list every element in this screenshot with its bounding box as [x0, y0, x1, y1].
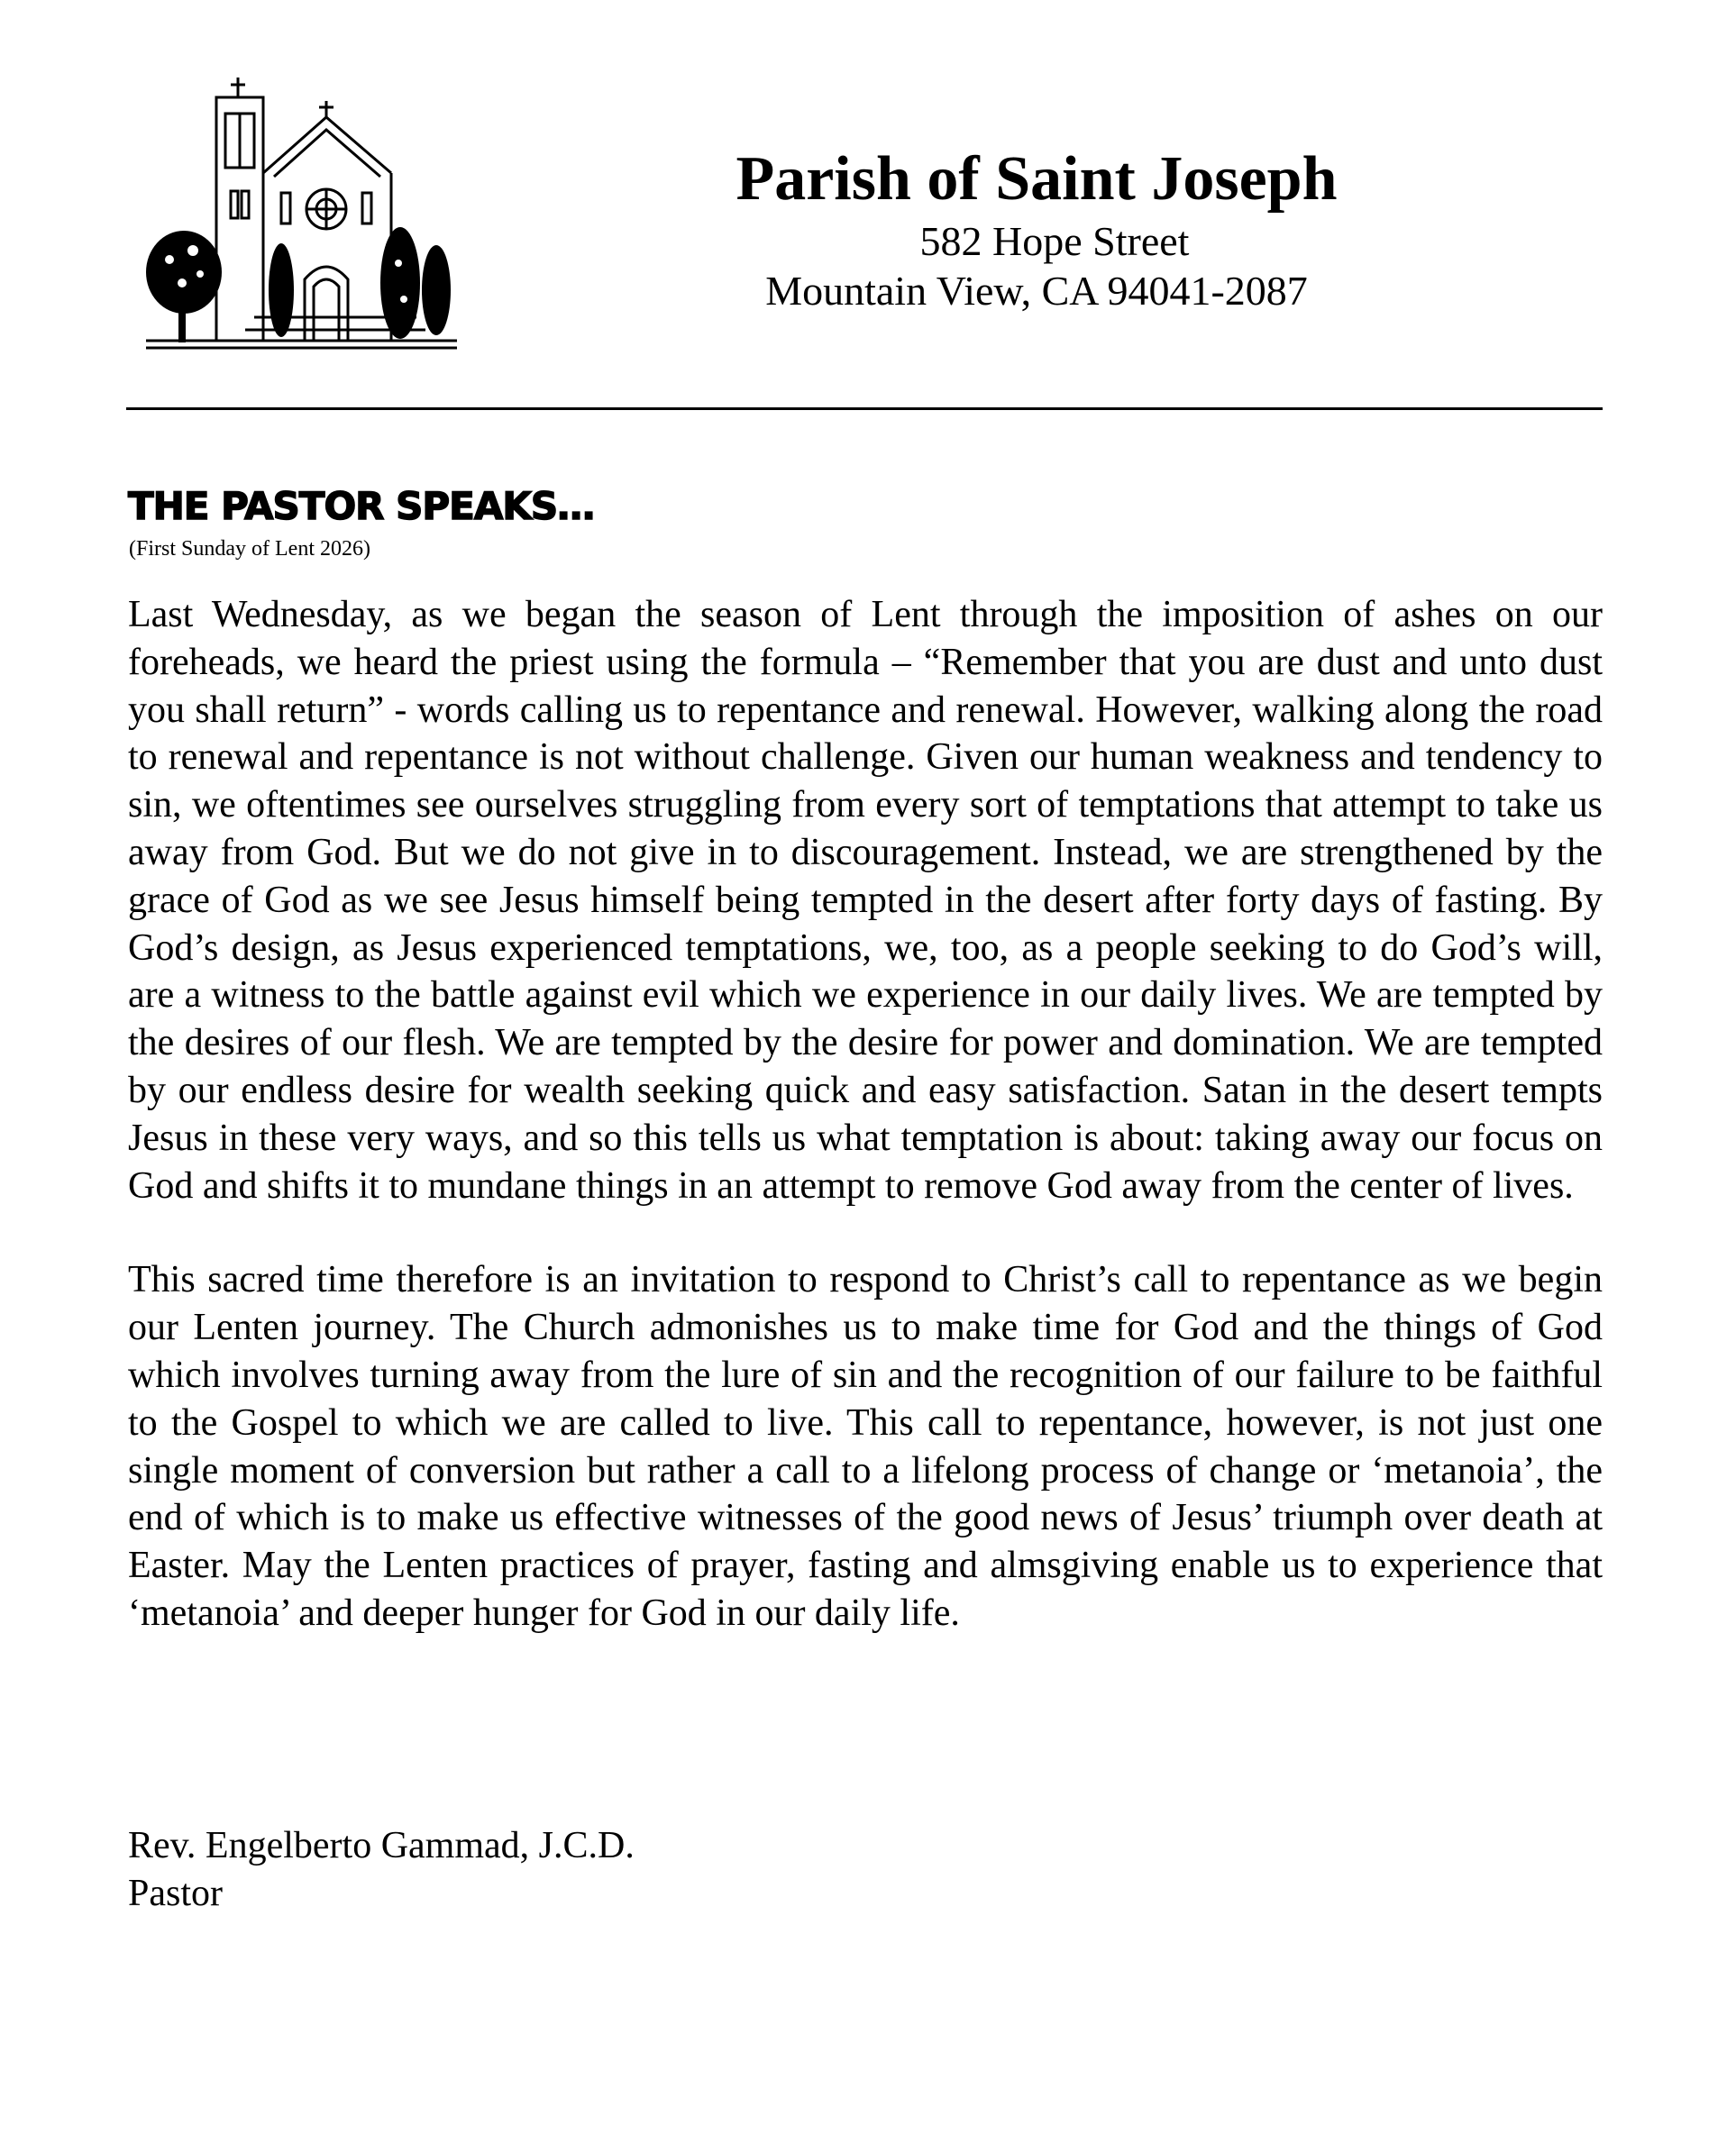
- city-line: Mountain View, CA 94041-2087: [765, 268, 1308, 314]
- parish-header: [631, 142, 1442, 315]
- header-divider: [126, 407, 1603, 410]
- parish-name: Parish of Saint Joseph: [736, 144, 1338, 214]
- section-heading: THE PASTOR SPEAKS…: [128, 484, 595, 528]
- signature-title: Pastor: [128, 1872, 223, 1914]
- church-illustration-icon: [146, 74, 457, 360]
- section-subheading: (First Sunday of Lent 2026): [129, 537, 370, 561]
- church-logo: [146, 74, 457, 360]
- signature-block: [128, 1822, 635, 1918]
- signature-name: Rev. Engelberto Gammad, J.C.D.: [128, 1825, 635, 1866]
- article-body: [128, 591, 1603, 1638]
- street-address: 582 Hope Street: [919, 218, 1190, 264]
- paragraph: This sacred time therefore is an invitation to respond to Christ’s call to repentance as we begin our Lenten journey. The Church admonishes us to make time for God and the things of God which involves turning away from the lure of sin and the recognition of our failure to be faithful to the Gospel to which we are called to live. This call to repentance, however, is not just one single moment of conversion but rather a call to a lifelong process of change or ‘metanoia’, the end of which is to make us effective witnesses of the good news of Jesus’ triumph over death at Easter. May the Lenten practices of prayer, fasting and almsgiving enable us to experience that ‘metanoia’ and deeper hunger for God in our daily life.: [128, 1259, 1603, 1634]
- paragraph: Last Wednesday, as we began the season of Lent through the imposition of ashes on our foreheads, we heard the priest using the formula – “Remember that you are dust and unto dust you shall return” - words calling us to repentance and renewal. However, walking along the road to renewal and repentance is not without challenge. Given our human weakness and tendency to sin, we oftentimes see ourselves struggling from every sort of temptations that attempt to take us away from God. But we do not give in to discouragement. Instead, we are strengthened by the grace of God as we see Jesus himself being tempted in the desert after forty days of fasting. By God’s design, as Jesus experienced temptations, we, too, as a people seeking to do God’s will, are a witness to the battle against evil which we experience in our daily lives. We are tempted by the desires of our flesh. We are tempted by the desire for power and domination. We are tempted by our endless desire for wealth seeking quick and easy satisfaction. Satan in the desert tempts Jesus in these very ways, and so this tells us what temptation is about: taking away our focus on God and shifts it to mundane things in an attempt to remove God away from the center of lives.: [128, 594, 1603, 1207]
